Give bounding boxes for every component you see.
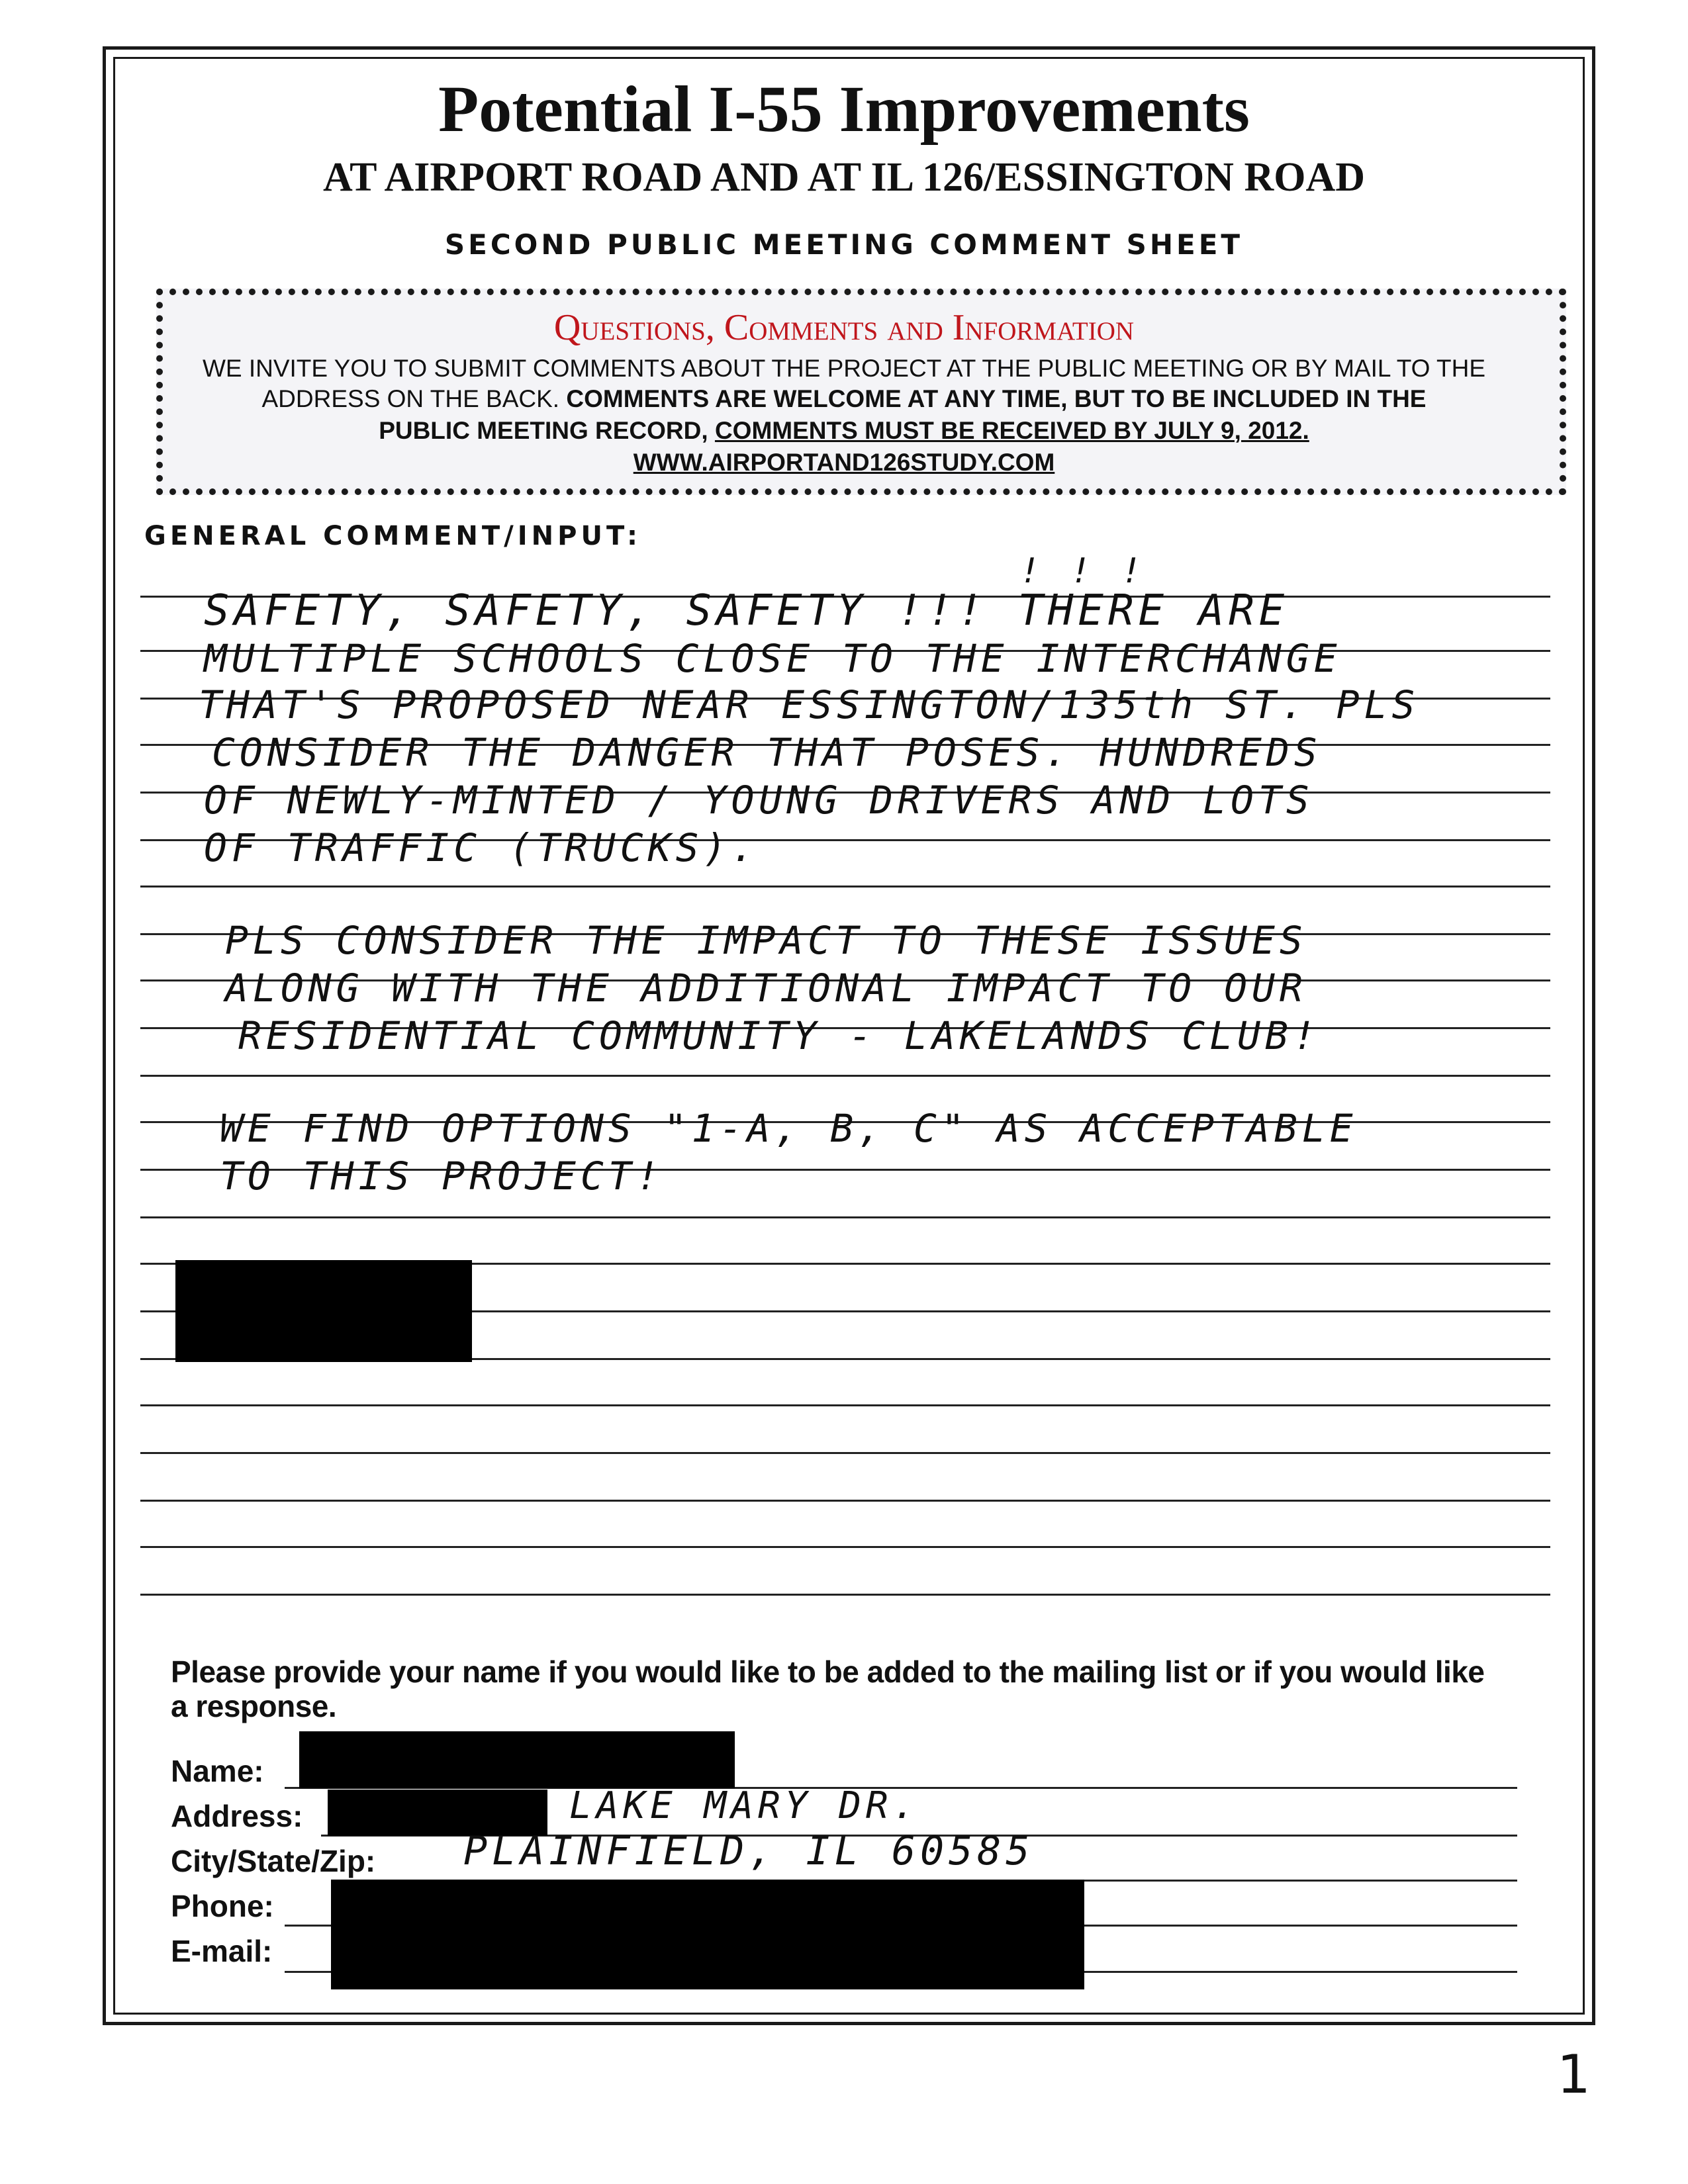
ruled-line: [140, 1452, 1550, 1454]
ruled-line: [140, 1216, 1550, 1218]
ruled-line: [140, 1404, 1550, 1406]
comment-line-10: RESIDENTIAL COMMUNITY - LAKELANDS CLUB!: [238, 1013, 1321, 1058]
mailing-list-note: Please provide your name if you would like to be added to the mailing list or if you would like a response.: [171, 1655, 1485, 1723]
general-comment-label: GENERAL COMMENT/INPUT:: [144, 521, 642, 551]
comment-line-4: CONSIDER THE DANGER THAT POSES. HUNDREDS: [212, 730, 1322, 775]
comment-line-12: WE FIND OPTIONS "1-A, B, C" AS ACCEPTABLE: [220, 1106, 1358, 1151]
page-title: Potential I-55 Improvements: [438, 72, 1250, 146]
comment-line-1: SAFETY, SAFETY, SAFETY !!! THERE ARE: [204, 586, 1289, 635]
city-state-zip-label: City/State/Zip:: [171, 1844, 376, 1878]
info-line-3-bold: PUBLIC MEETING RECORD,: [379, 417, 715, 444]
info-line-2-plain: ADDRESS ON THE BACK.: [261, 385, 567, 412]
comment-line-5: OF NEWLY-MINTED / YOUNG DRIVERS AND LOTS: [204, 778, 1314, 823]
address-value: LAKE MARY DR.: [569, 1784, 920, 1827]
info-heading: Questions, Comments and Information: [553, 307, 1135, 348]
ruled-line: [140, 1546, 1550, 1548]
deadline-text: COMMENTS MUST BE RECEIVED BY JULY 9, 2012.: [714, 417, 1309, 444]
city-state-zip-value: PLAINFIELD, IL 60585: [463, 1828, 1035, 1874]
ruled-line: [140, 1075, 1550, 1077]
ruled-line: [140, 1500, 1550, 1502]
email-label: E-mail:: [171, 1934, 273, 1968]
comment-line-6: OF TRAFFIC (TRUCKS).: [204, 825, 759, 870]
comment-line-13: TO THIS PROJECT!: [220, 1154, 664, 1199]
ruled-line: [140, 886, 1550, 887]
phone-email-redaction: [331, 1880, 1084, 1989]
name-label: Name:: [171, 1754, 264, 1788]
ruled-line: [140, 1594, 1550, 1596]
sheet-label: SECOND PUBLIC MEETING COMMENT SHEET: [444, 228, 1244, 261]
handwriting-marks: ! ! !: [1019, 551, 1147, 591]
phone-label: Phone:: [171, 1889, 274, 1923]
redaction-box: [175, 1260, 472, 1362]
comment-line-2: MULTIPLE SCHOOLS CLOSE TO THE INTERCHANGE: [204, 636, 1342, 681]
info-line-3: [0, 414, 1688, 447]
name-redaction: [299, 1731, 735, 1788]
comment-line-3: THAT'S PROPOSED NEAR ESSINGTON/135th ST. PLS: [199, 682, 1420, 727]
comment-line-8: PLS CONSIDER THE IMPACT TO THESE ISSUES: [225, 918, 1307, 963]
info-line-4: [0, 446, 1688, 479]
info-line-2-bold: COMMENTS ARE WELCOME AT ANY TIME, BUT TO BE INCLUDED IN THE: [566, 385, 1427, 412]
website-link[interactable]: WWW.AIRPORTAND126STUDY.COM: [633, 449, 1055, 476]
info-line-2: [0, 383, 1688, 416]
page-number: 1: [1557, 2044, 1591, 2105]
page-subtitle: AT AIRPORT ROAD AND AT IL 126/ESSINGTON ROAD: [322, 155, 1366, 200]
address-label: Address:: [171, 1799, 303, 1833]
info-line-1: WE INVITE YOU TO SUBMIT COMMENTS ABOUT THE PROJECT AT THE PUBLIC MEETING OR BY MAIL TO THE: [202, 355, 1486, 382]
comment-line-9: ALONG WITH THE ADDITIONAL IMPACT TO OUR: [225, 966, 1307, 1011]
